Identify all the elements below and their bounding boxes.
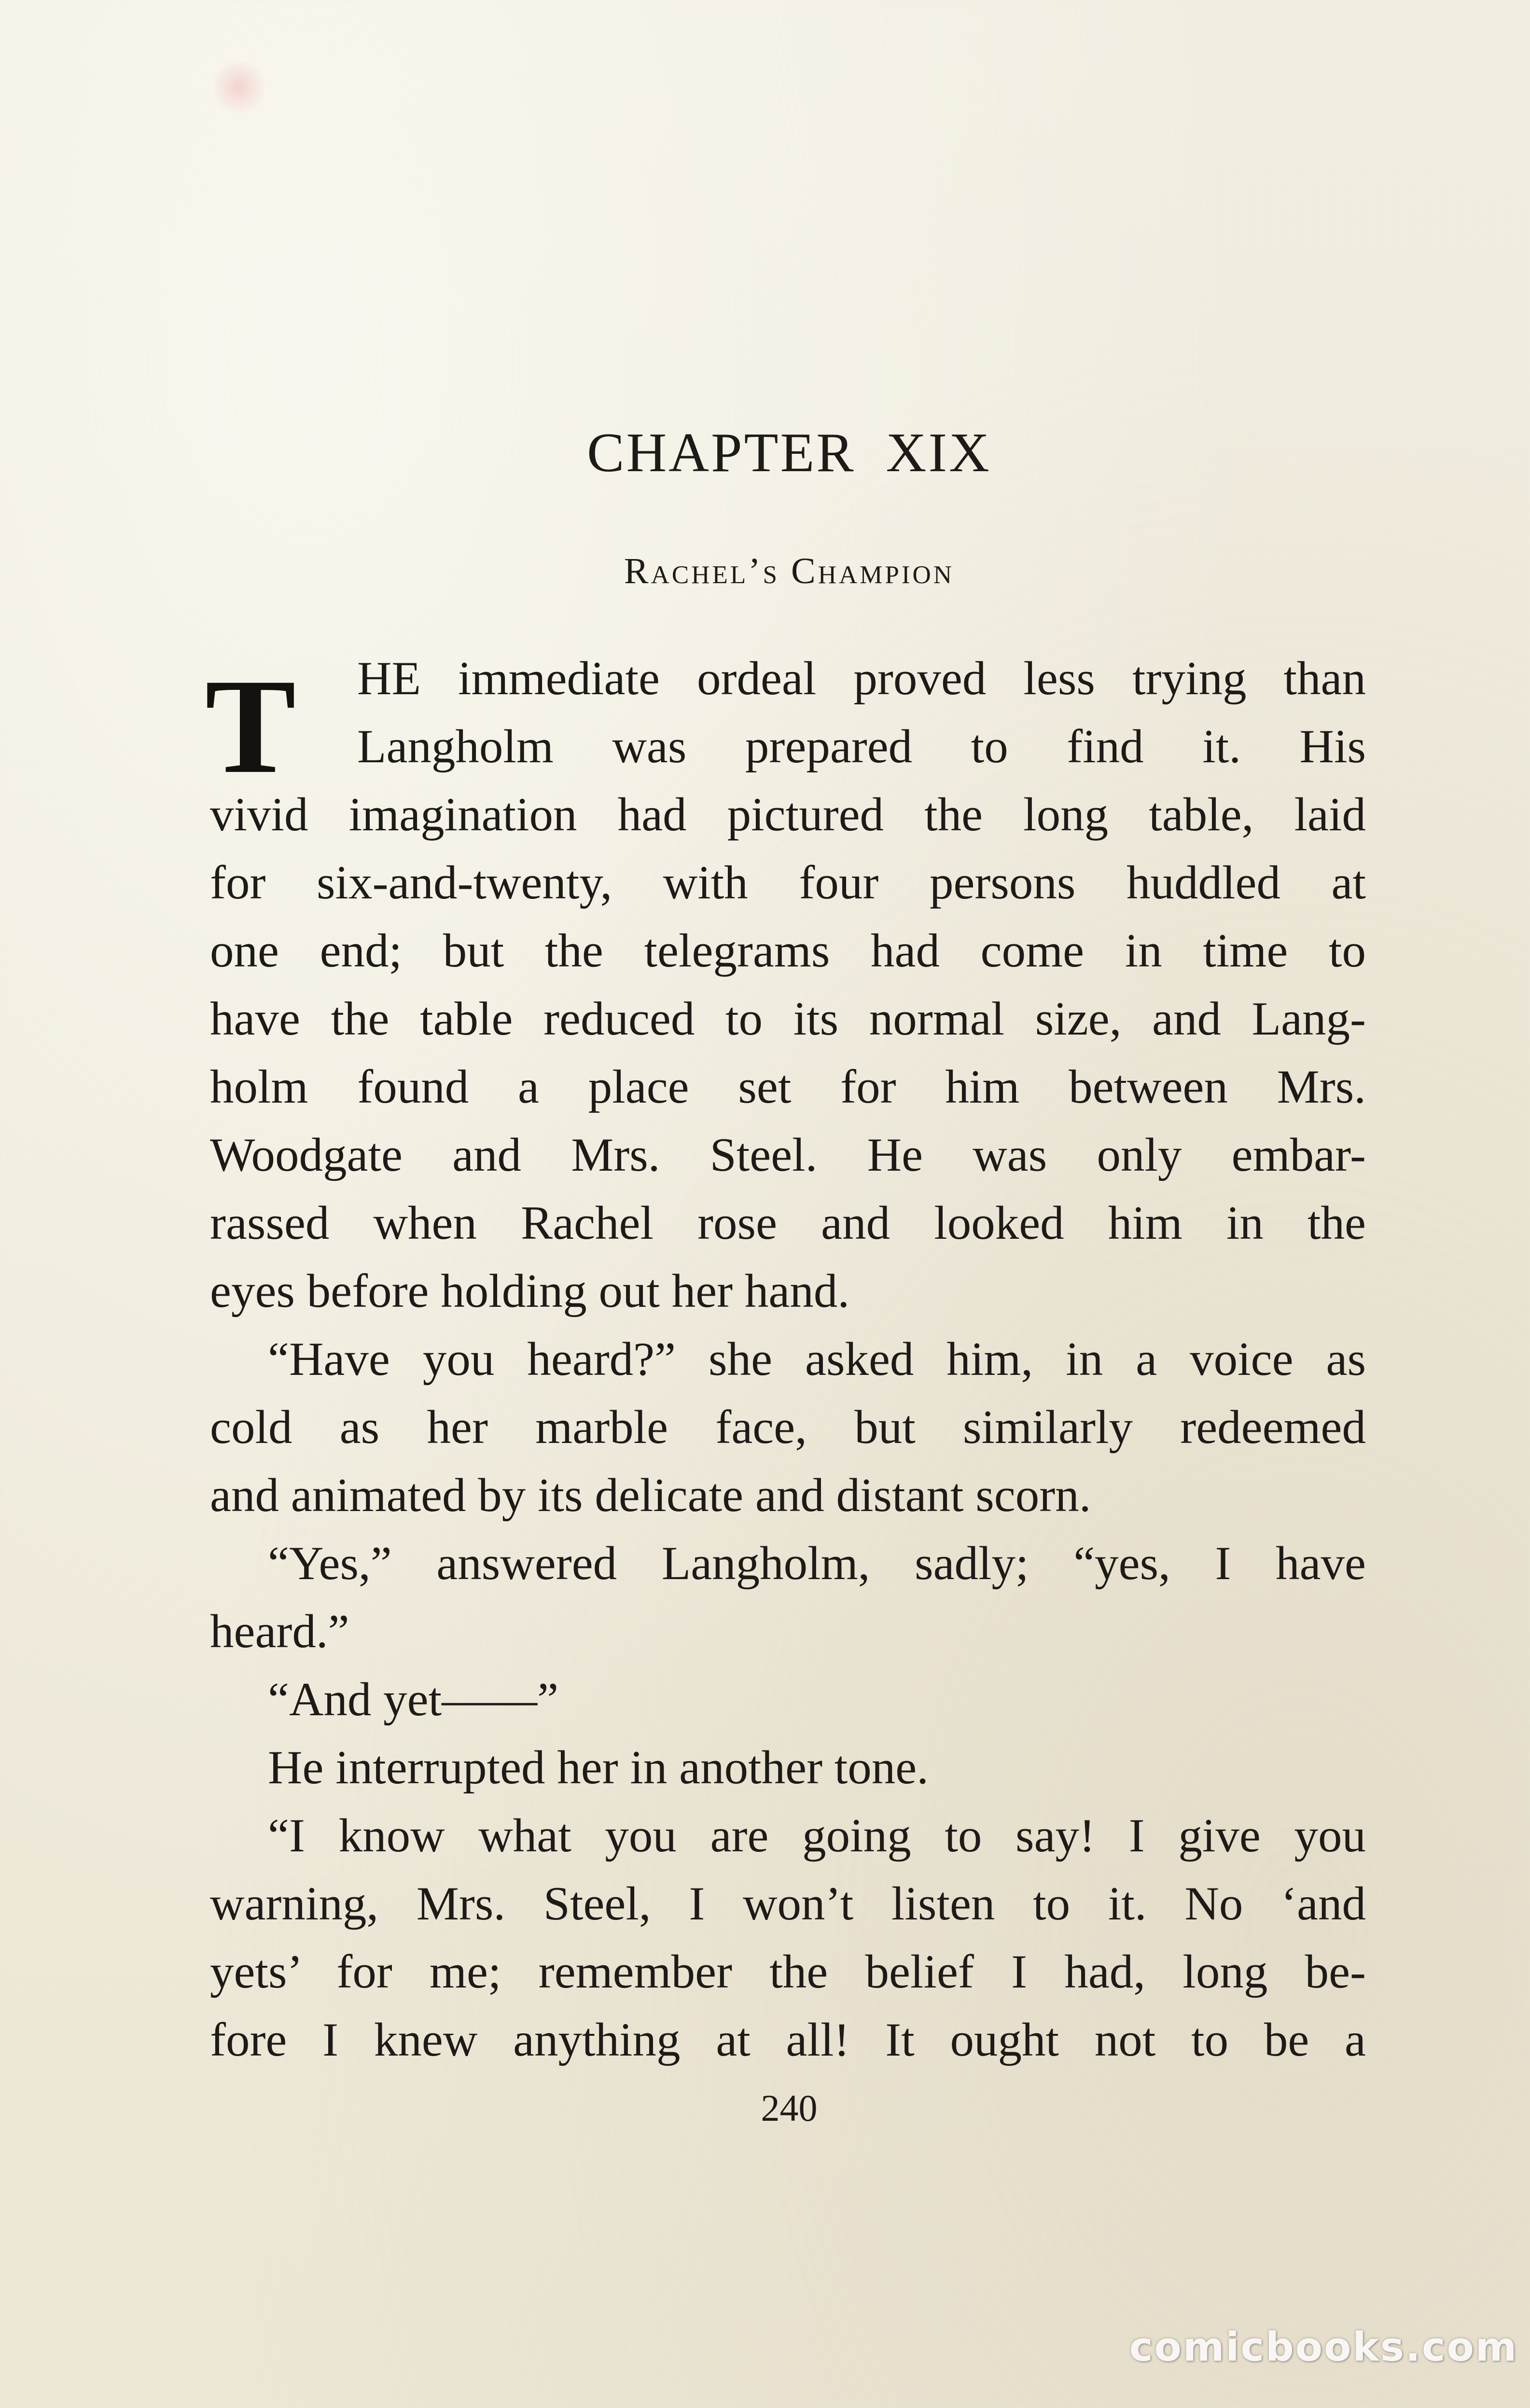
text-line: for six-and-twenty, with four persons huddled at	[210, 856, 1366, 909]
text-line: Woodgate and Mrs. Steel. He was only embar-	[210, 1129, 1366, 1181]
text-line: vivid imagination had pictured the long table, laid	[210, 788, 1366, 841]
text-line: “Yes,” answered Langholm, sadly; “yes, I have	[268, 1537, 1366, 1590]
text-line: He interrupted her in another tone.	[268, 1741, 929, 1794]
text-line: one end; but the telegrams had come in time to	[210, 924, 1366, 977]
text-line: have the table reduced to its normal size, and Lang-	[210, 993, 1366, 1045]
watermark-logo: comicbooks.com	[1129, 2324, 1518, 2370]
text-line: fore I knew anything at all! It ought not to be a	[210, 2014, 1366, 2066]
text-line: Langholm was prepared to find it. His	[357, 720, 1366, 773]
drop-cap: T	[205, 651, 296, 801]
text-line: heard.”	[210, 1605, 349, 1658]
text-line: cold as her marble face, but similarly redeemed	[210, 1401, 1366, 1454]
paper-stain	[212, 58, 265, 116]
text-line: “And yet——”	[268, 1673, 559, 1726]
text-line: yets’ for me; remember the belief I had, long be-	[210, 1946, 1366, 1998]
text-line: “I know what you are going to say! I give you	[268, 1809, 1366, 1862]
text-line: and animated by its delicate and distant scorn.	[210, 1469, 1091, 1522]
body-text	[205, 644, 1366, 2074]
text-line: holm found a place set for him between Mrs.	[210, 1061, 1366, 1113]
text-line: warning, Mrs. Steel, I won’t listen to it. No ‘and	[210, 1877, 1366, 1930]
chapter-title: Rachel’s Champion	[624, 551, 955, 591]
text-line: rassed when Rachel rose and looked him in the	[210, 1197, 1366, 1249]
text-line: “Have you heard?” she asked him, in a voice as	[268, 1333, 1366, 1386]
page-number: 240	[761, 2087, 818, 2129]
chapter-number: CHAPTER XIX	[587, 422, 991, 484]
text-line: eyes before holding out her hand.	[210, 1265, 850, 1317]
text-line: HE immediate ordeal proved less trying than	[357, 652, 1366, 705]
